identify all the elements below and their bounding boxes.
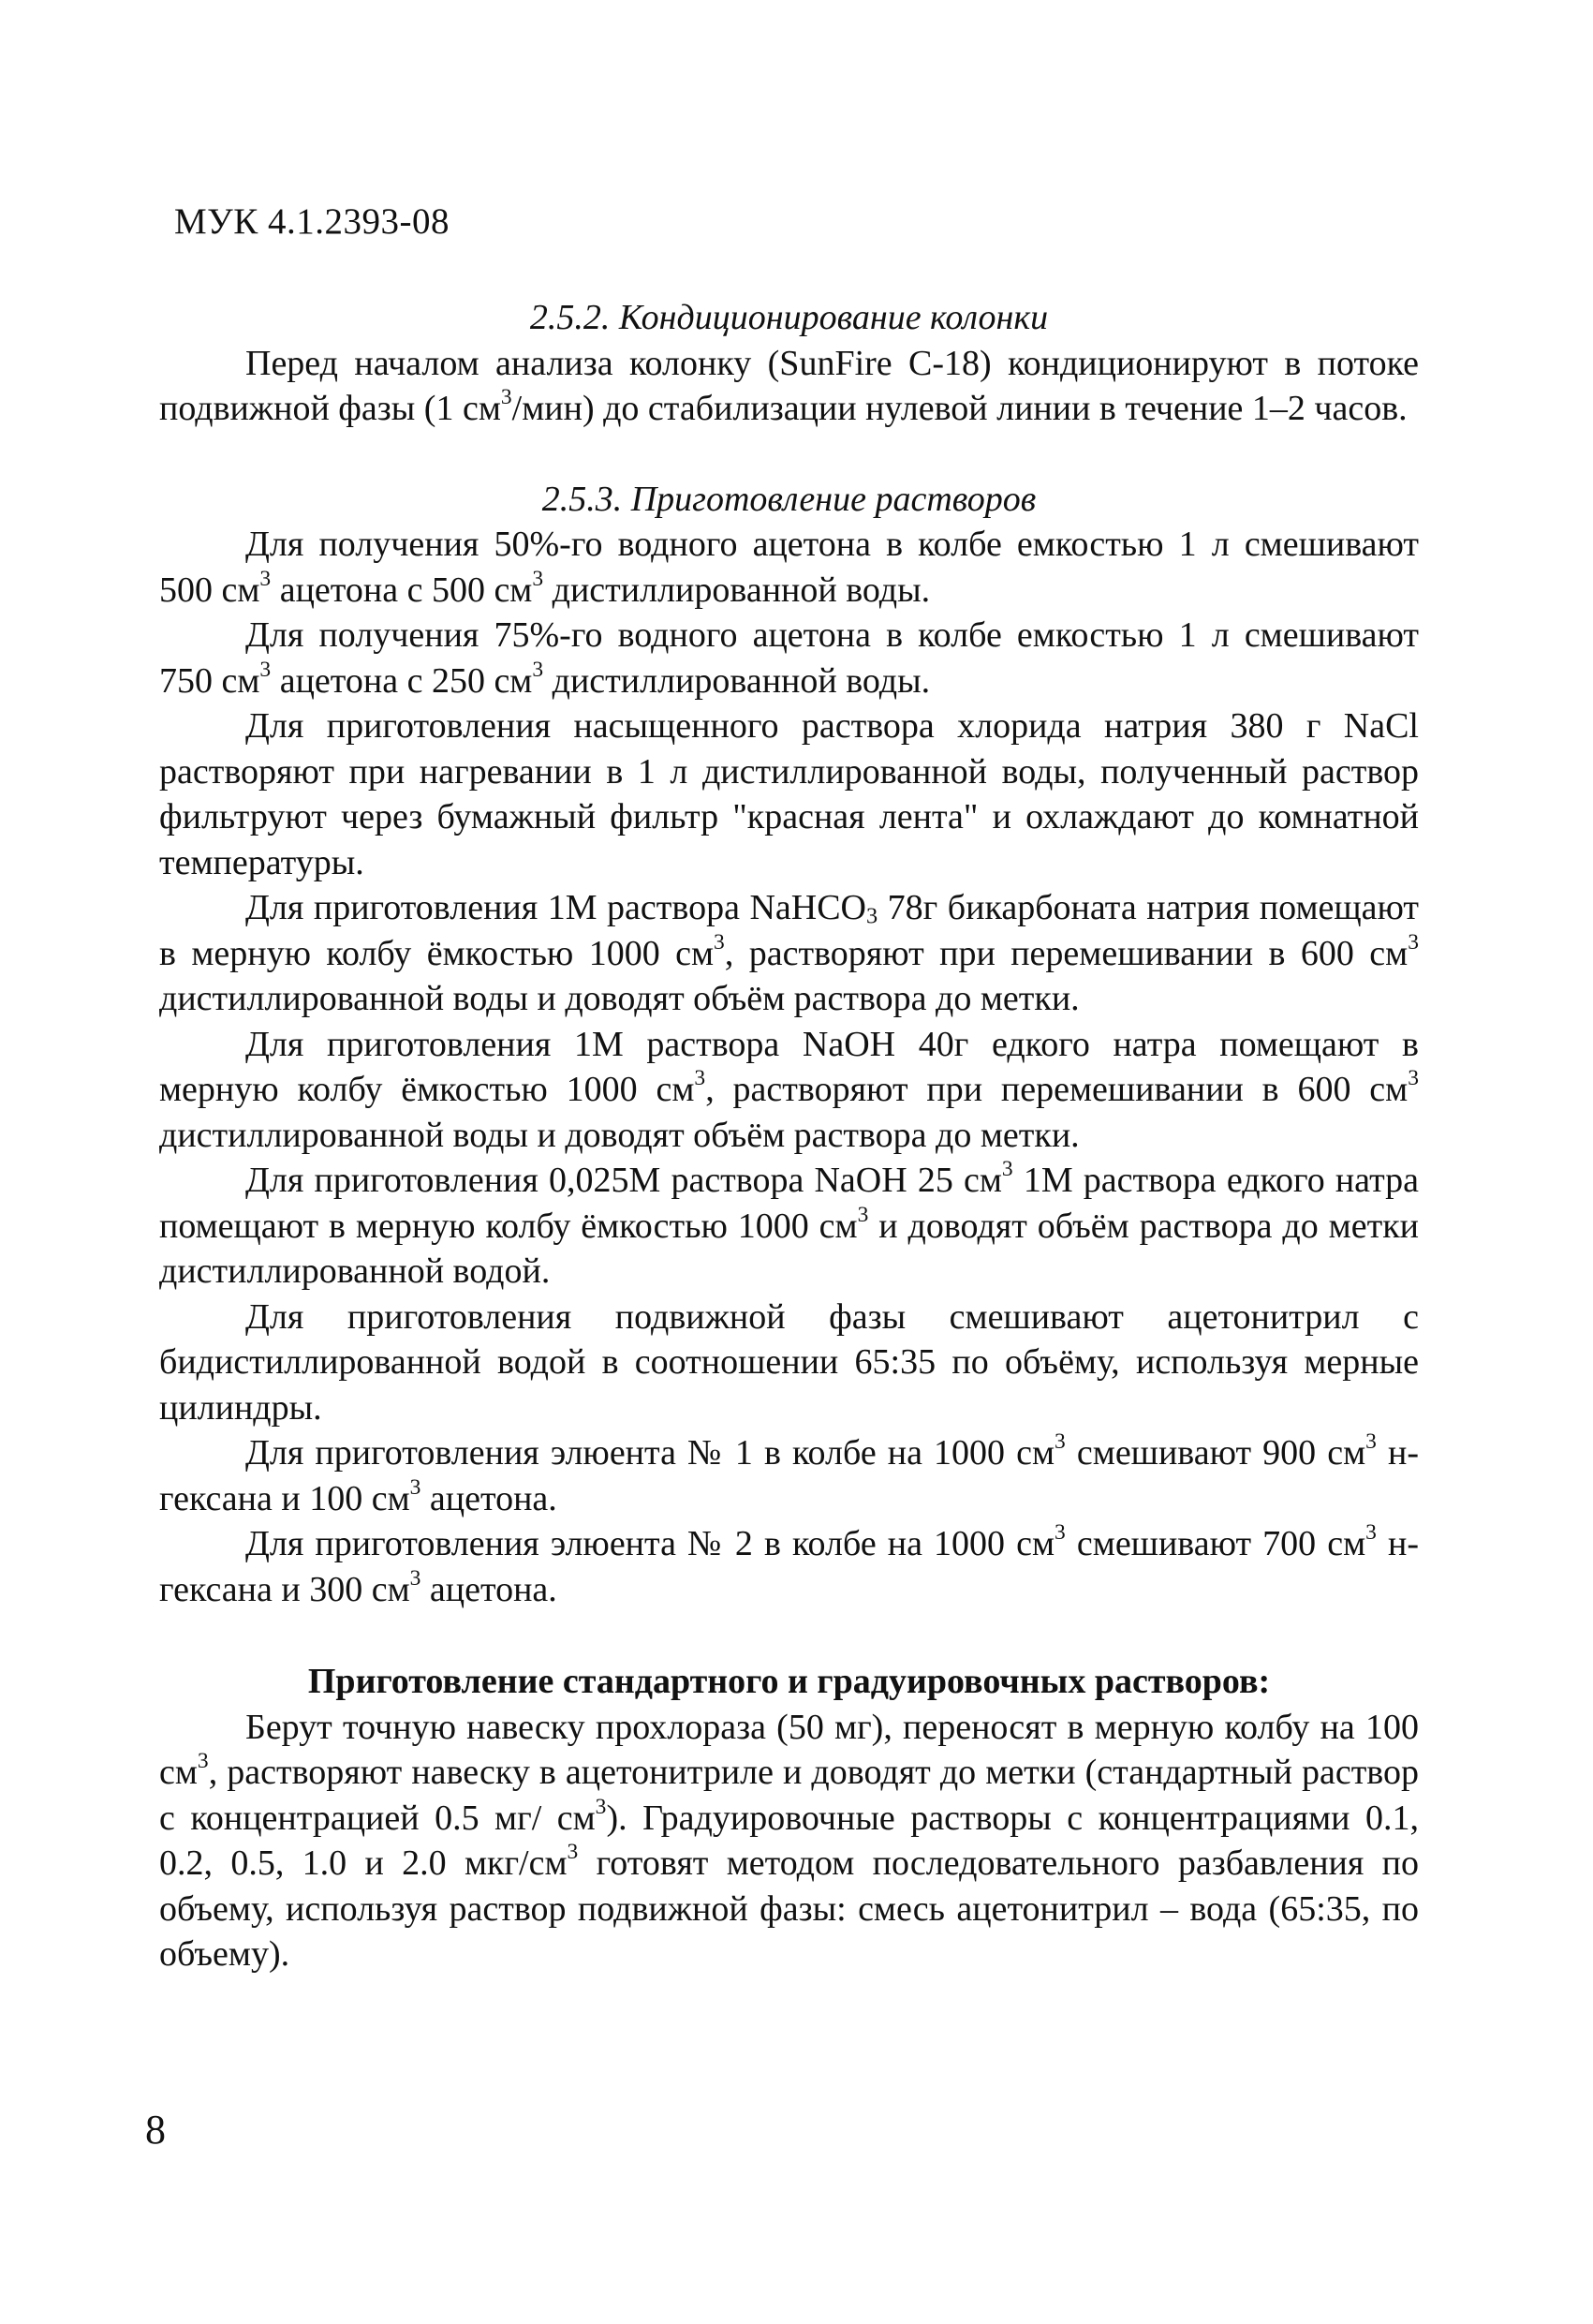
- page-number: 8: [145, 2107, 166, 2153]
- paragraph-mobile-phase: Для приготовления подвижной фазы смешивают ацетонитрил с бидистиллированной водой в соотношении 65:35 по объёму, используя мерные цилиндры.: [159, 1296, 1419, 1428]
- paragraph-eluent-2: Для приготовления элюента № 2 в колбе на 1000 $см^3$ смешивают 700 $см^3$ н-гексана и 300 $см^3$ ацетона.: [159, 1520, 1419, 1609]
- heading-standard-solutions: Приготовление стандартного и градуировочных растворов:: [307, 1662, 1271, 1701]
- paragraph-standard-solutions: Берут точную навеску прохлораза (50 мг), переносят в мерную колбу на 100 $см^3$, растворяют навеску в ацетонитриле и доводят до метки (стандартный раствор с концентрацией 0.5 мг/ $см^3$). Градуировочные растворы с концентрациями 0.1, 0.2, 0.5, 1.0 и 2.0 мкг/$см^3$ готовят методом последовательного разбавления по объему, используя раствор подвижной фазы: смесь ацетонитрил – вода (65:35, по объему).: [159, 1707, 1419, 1974]
- paragraph-nahco3-solution: Для приготовления 1М раствора NaHCO$_3$ 78г бикарбоната натрия помещают в мерную колбу ёмкостью 1000 $см^3$, растворяют при перемешивании в 600 $см^3$ дистиллированной воды и доводят объём раствора до метки.: [159, 888, 1419, 1018]
- section-title-solution-preparation: 2.5.3. Приготовление растворов: [541, 479, 1037, 519]
- paragraph-naoh-0025m: Для приготовления 0,025М раствора NaOH 25 $см^3$ 1М раствора едкого натра помещают в мерную колбу ёмкостью 1000 $см^3$ и доводят объём раствора до метки дистиллированной водой.: [159, 1157, 1420, 1291]
- document-body: [159, 295, 1419, 1977]
- paragraph-eluent-1: Для приготовления элюента № 1 в колбе на 1000 $см^3$ смешивают 900 $см^3$ н-гексана и 100 $см^3$ ацетона.: [159, 1429, 1419, 1518]
- paragraph-acetone-75: Для получения 75%-го водного ацетона в колбе емкостью 1 л смешивают 750 $см^3$ ацетона с 250 $см^3$ дистиллированной воды.: [159, 615, 1419, 701]
- paragraph-acetone-50: Для получения 50%-го водного ацетона в колбе емкостью 1 л смешивают 500 $см^3$ ацетона с 500 $см^3$ дистиллированной воды.: [159, 525, 1419, 610]
- paragraph-column-conditioning: Перед началом анализа колонку (SunFire C-18) кондиционируют в потоке подвижной фазы (1 $см^3/мин$) до стабилизации нулевой линии в течение 1–2 часов.: [159, 343, 1419, 428]
- paragraph-naoh-1m: Для приготовления 1М раствора NaOH 40г едкого натра помещают в мерную колбу ёмкостью 1000 $см^3$, растворяют при перемешивании в 600 $см^3$ дистиллированной воды и доводят объём раствора до метки.: [159, 1024, 1419, 1155]
- section-title-column-conditioning: 2.5.2. Кондиционирование колонки: [529, 298, 1049, 337]
- paragraph-nacl-solution: Для приготовления насыщенного раствора хлорида натрия 380 г NaCl растворяют при нагревании в 1 л дистиллированной воды, полученный раствор фильтруют через бумажный фильтр "красная лента" и охлаждают до комнатной температуры.: [159, 706, 1419, 882]
- document-code-header: МУК 4.1.2393-08: [174, 201, 450, 242]
